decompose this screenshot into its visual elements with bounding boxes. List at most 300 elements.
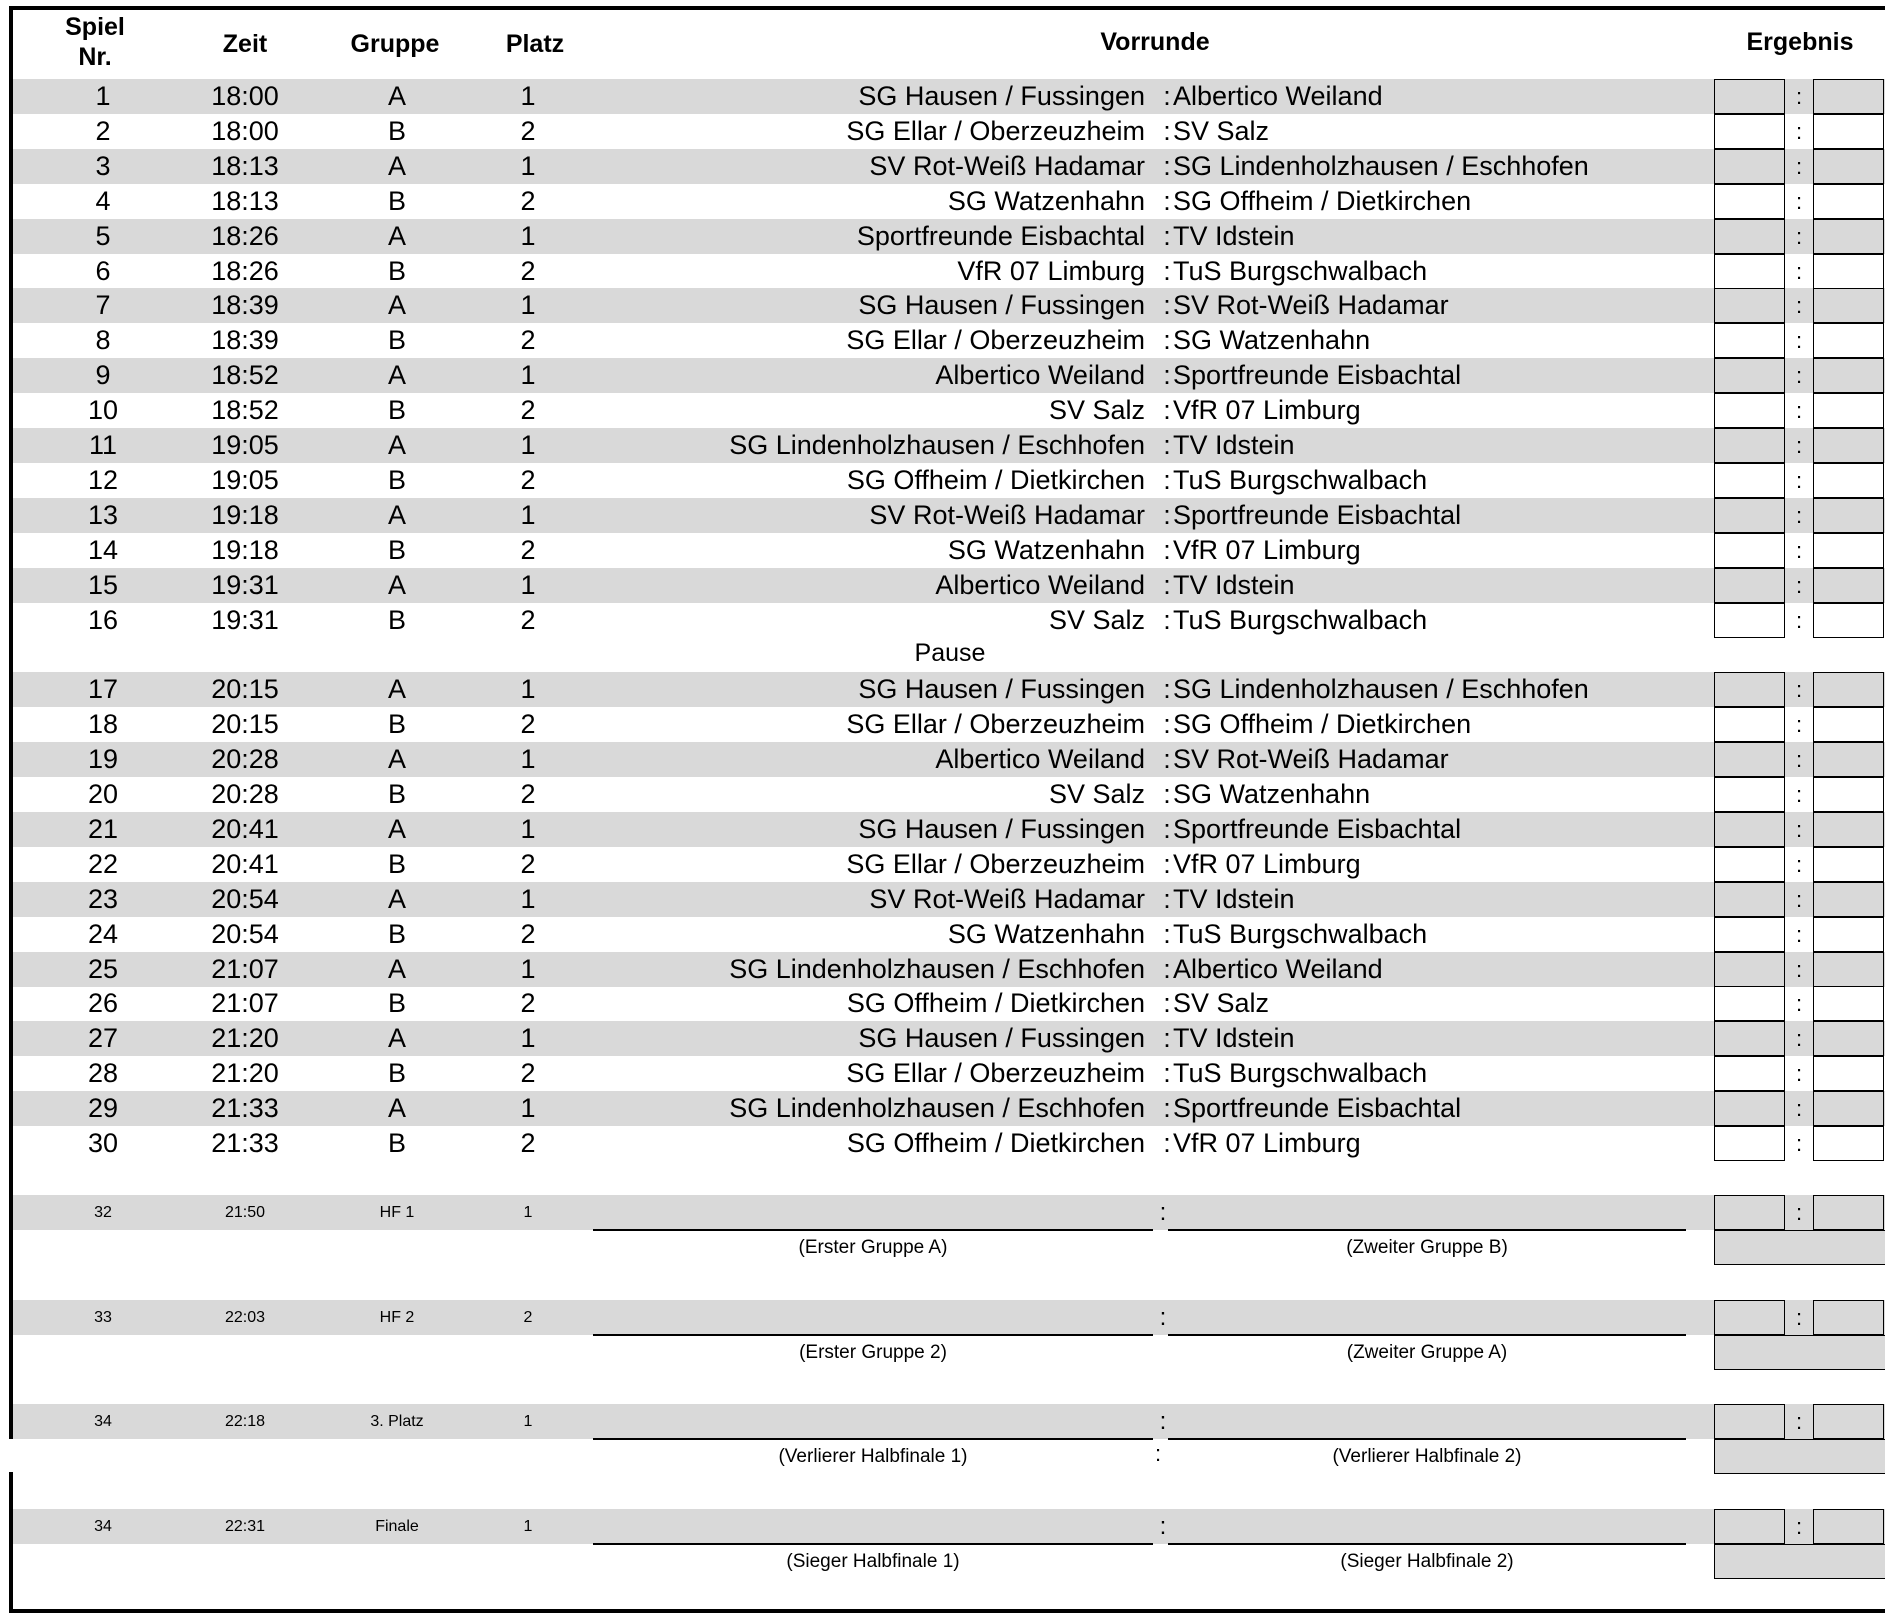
away-team: VfR 07 Limburg [1173,395,1361,425]
match-time: 21:07 [211,954,279,984]
away-team: Albertico Weiland [1173,954,1383,984]
versus-separator: : [1163,779,1171,809]
match-row [13,288,1885,323]
away-score-box[interactable] [1813,1404,1884,1439]
score-separator: : [1795,1514,1803,1539]
versus-separator: : [1163,1128,1171,1158]
away-score-box[interactable] [1813,882,1884,917]
match-field: 2 [520,116,536,146]
home-team: SG Lindenholzhausen / Eschhofen [729,1093,1145,1123]
away-slot-label: (Verlierer Halbfinale 2) [1332,1446,1522,1467]
away-score-box[interactable] [1813,568,1884,603]
match-row [13,463,1885,498]
match-time: 21:33 [211,1128,279,1158]
home-team-line[interactable] [593,1334,1153,1336]
home-score-box[interactable] [1714,428,1785,463]
score-separator: : [1795,608,1803,633]
away-score-box[interactable] [1813,1091,1884,1126]
versus-separator: : [1163,290,1171,320]
away-score-box[interactable] [1813,1300,1884,1335]
match-number: 12 [87,465,119,495]
home-team: SV Rot-Weiß Hadamar [869,500,1145,530]
match-time: 20:54 [211,919,279,949]
home-score-box[interactable] [1714,1056,1785,1091]
match-number: 2 [95,116,111,146]
match-row [13,428,1885,463]
home-score-box[interactable] [1714,323,1785,358]
away-team: Sportfreunde Eisbachtal [1173,814,1462,844]
match-field: 1 [520,221,536,251]
versus-separator: : [1163,744,1171,774]
match-time: 20:41 [211,849,279,879]
versus-separator: : [1163,954,1171,984]
match-time: 21:07 [211,988,279,1018]
match-field: 1 [523,1413,533,1430]
versus-separator: : [1163,221,1171,251]
home-team: SV Salz [1048,395,1145,425]
versus-separator: : [1163,709,1171,739]
home-team-line[interactable] [593,1438,1153,1440]
knockout-match [13,1300,1885,1404]
match-number: 32 [94,1204,112,1221]
match-group: B [387,605,406,635]
away-team-line[interactable] [1168,1543,1686,1545]
match-row [13,533,1885,568]
away-score-box[interactable] [1813,986,1884,1021]
match-field: 1 [520,674,536,704]
home-score-box[interactable] [1714,114,1785,149]
home-team: SG Watzenhahn [947,186,1145,216]
home-team: VfR 07 Limburg [957,256,1145,286]
home-score-box[interactable] [1714,184,1785,219]
match-field: 1 [520,360,536,390]
match-row [13,219,1885,254]
match-group: B [387,1058,406,1088]
match-number: 4 [95,186,111,216]
match-number: 28 [87,1058,119,1088]
match-field: 1 [520,1093,536,1123]
away-team: TV Idstein [1173,430,1295,460]
home-score-box[interactable] [1714,463,1785,498]
score-separator: : [1795,957,1803,982]
match-field: 2 [520,988,536,1018]
away-score-box[interactable] [1813,149,1884,184]
header-ergebnis: Ergebnis [1746,28,1854,56]
match-field: 1 [520,500,536,530]
match-number: 15 [87,570,119,600]
frame-border [9,6,1885,10]
match-field: 1 [520,1023,536,1053]
match-field: 1 [523,1518,533,1535]
away-score-box[interactable] [1813,358,1884,393]
match-row [13,742,1885,777]
match-group: A [387,954,406,984]
away-score-box[interactable] [1813,952,1884,987]
match-number: 16 [87,605,119,635]
away-team: SV Rot-Weiß Hadamar [1173,290,1449,320]
home-score-box[interactable] [1714,358,1785,393]
away-score-box[interactable] [1813,79,1884,114]
match-time: 21:50 [224,1204,266,1221]
match-round: HF 1 [379,1204,415,1221]
match-time: 19:05 [211,465,279,495]
home-score-box[interactable] [1714,1091,1785,1126]
knockout-match [13,1195,1885,1299]
match-field: 1 [520,570,536,600]
match-number: 26 [87,988,119,1018]
home-team: SG Hausen / Fussingen [858,1023,1145,1053]
away-score-box[interactable] [1813,288,1884,323]
match-number: 24 [87,919,119,949]
score-separator: : [1795,538,1803,563]
match-time: 22:18 [224,1413,266,1430]
versus-separator: : [1163,500,1171,530]
away-team: SV Rot-Weiß Hadamar [1173,744,1449,774]
match-row [13,986,1885,1021]
match-time: 18:00 [211,116,279,146]
match-group: B [387,325,406,355]
score-separator: : [1795,887,1803,912]
away-team: TuS Burgschwalbach [1173,465,1428,495]
home-slot-label: (Sieger Halbfinale 1) [786,1551,960,1572]
home-score-box[interactable] [1714,1126,1785,1161]
home-team: SG Hausen / Fussingen [858,290,1145,320]
score-separator: : [1795,573,1803,598]
home-team: SG Offheim / Dietkirchen [846,988,1145,1018]
home-score-box[interactable] [1714,393,1785,428]
match-group: B [387,988,406,1018]
home-score-box[interactable] [1714,219,1785,254]
match-number: 34 [94,1518,112,1535]
match-row [13,149,1885,184]
match-row [13,323,1885,358]
match-row [13,882,1885,917]
away-team: TuS Burgschwalbach [1173,919,1428,949]
match-number: 22 [87,849,119,879]
versus-separator: : [1163,81,1171,111]
match-number: 1 [95,81,111,111]
match-number: 34 [94,1413,112,1430]
away-team: SG Lindenholzhausen / Eschhofen [1173,151,1589,181]
home-team: SG Hausen / Fussingen [858,81,1145,111]
away-team: VfR 07 Limburg [1173,1128,1361,1158]
home-score-box[interactable] [1714,1404,1785,1439]
away-team: TV Idstein [1173,570,1295,600]
home-team-line[interactable] [593,1229,1153,1231]
match-time: 19:05 [211,430,279,460]
versus-separator: : [1159,1513,1167,1540]
match-number: 25 [87,954,119,984]
home-team: SG Hausen / Fussingen [858,814,1145,844]
home-score-box[interactable] [1714,777,1785,812]
score-separator: : [1795,852,1803,877]
match-number: 8 [95,325,111,355]
away-score-box[interactable] [1813,114,1884,149]
home-score-box[interactable] [1714,742,1785,777]
away-score-box[interactable] [1813,847,1884,882]
home-score-box[interactable] [1714,603,1785,638]
match-group: A [387,884,406,914]
home-team: Albertico Weiland [935,744,1145,774]
home-score-box[interactable] [1714,288,1785,323]
home-score-box[interactable] [1714,707,1785,742]
extra-result-box[interactable] [1714,1335,1885,1370]
match-time: 20:15 [211,674,279,704]
match-number: 6 [95,256,111,286]
match-group: A [387,744,406,774]
versus-separator: : [1163,884,1171,914]
away-team: TV Idstein [1173,221,1295,251]
versus-separator: : [1163,814,1171,844]
match-field: 2 [520,186,536,216]
away-score-box[interactable] [1813,533,1884,568]
versus-separator: : [1163,360,1171,390]
match-group: A [387,674,406,704]
score-separator: : [1795,747,1803,772]
home-score-box[interactable] [1714,149,1785,184]
away-team: Sportfreunde Eisbachtal [1173,1093,1462,1123]
home-team: SG Ellar / Oberzeuzheim [846,325,1145,355]
match-field: 2 [520,1128,536,1158]
home-team: Albertico Weiland [935,360,1145,390]
match-time: 19:31 [211,570,279,600]
score-separator: : [1795,259,1803,284]
match-group: B [387,709,406,739]
away-score-box[interactable] [1813,812,1884,847]
away-team: TV Idstein [1173,884,1295,914]
extra-result-box[interactable] [1714,1439,1885,1474]
away-team: TuS Burgschwalbach [1173,605,1428,635]
match-row [13,707,1885,742]
match-row [13,184,1885,219]
match-row [13,672,1885,707]
match-row [13,847,1885,882]
score-separator: : [1795,991,1803,1016]
match-group: A [387,500,406,530]
away-score-box[interactable] [1813,603,1884,638]
match-time: 20:54 [211,884,279,914]
away-team-line[interactable] [1168,1334,1686,1336]
match-time: 20:28 [211,744,279,774]
home-team: SG Watzenhahn [947,919,1145,949]
match-time: 18:26 [211,256,279,286]
match-time: 22:03 [224,1309,266,1326]
versus-separator: : [1163,535,1171,565]
home-score-box[interactable] [1714,533,1785,568]
away-score-box[interactable] [1813,777,1884,812]
match-group: B [387,1128,406,1158]
score-separator: : [1795,119,1803,144]
match-time: 21:20 [211,1058,279,1088]
versus-separator: : [1163,605,1171,635]
match-group: B [387,256,406,286]
away-team: SG Lindenholzhausen / Eschhofen [1173,674,1589,704]
away-score-box[interactable] [1813,672,1884,707]
score-separator: : [1795,224,1803,249]
versus-separator: : [1163,116,1171,146]
header-gruppe: Gruppe [350,30,440,58]
match-field: 1 [520,814,536,844]
score-separator: : [1795,1409,1803,1434]
score-separator: : [1795,468,1803,493]
match-number: 10 [87,395,119,425]
versus-separator: : [1163,186,1171,216]
versus-separator: : [1163,1093,1171,1123]
home-score-box[interactable] [1714,952,1785,987]
away-team: TuS Burgschwalbach [1173,256,1428,286]
home-team: SG Ellar / Oberzeuzheim [846,116,1145,146]
match-row [13,568,1885,603]
match-field: 1 [523,1204,533,1221]
away-score-box[interactable] [1813,323,1884,358]
match-row [13,1091,1885,1126]
away-score-box[interactable] [1813,254,1884,289]
versus-separator: : [1163,849,1171,879]
match-time: 18:52 [211,395,279,425]
match-round: 3. Platz [370,1413,424,1430]
match-row [13,393,1885,428]
match-time: 20:15 [211,709,279,739]
match-row [13,1126,1885,1161]
versus-separator: : [1163,325,1171,355]
match-field: 2 [520,919,536,949]
label-separator: : [1154,1441,1162,1466]
match-number: 29 [87,1093,119,1123]
match-time: 18:13 [211,186,279,216]
home-score-box[interactable] [1714,498,1785,533]
match-group: B [387,535,406,565]
away-score-box[interactable] [1813,219,1884,254]
match-group: A [387,81,406,111]
home-score-box[interactable] [1714,1021,1785,1056]
away-team: SV Salz [1173,988,1270,1018]
home-team: SG Watzenhahn [947,535,1145,565]
match-row [13,498,1885,533]
match-group: B [387,465,406,495]
match-row [13,79,1885,114]
match-group: B [387,186,406,216]
away-team: Albertico Weiland [1173,81,1383,111]
versus-separator: : [1163,674,1171,704]
header-nr: Nr. [78,43,112,71]
away-team: Sportfreunde Eisbachtal [1173,360,1462,390]
match-group: B [387,779,406,809]
away-team: SG Offheim / Dietkirchen [1173,186,1472,216]
match-row [13,603,1885,638]
match-field: 1 [520,954,536,984]
match-group: B [387,919,406,949]
score-separator: : [1795,398,1803,423]
home-slot-label: (Erster Gruppe A) [798,1237,948,1258]
extra-result-box[interactable] [1714,1230,1885,1265]
home-score-box[interactable] [1714,79,1785,114]
away-score-box[interactable] [1813,917,1884,952]
header-spiel-nr [40,12,150,72]
match-number: 3 [95,151,111,181]
match-group: A [387,1023,406,1053]
home-score-box[interactable] [1714,254,1785,289]
home-score-box[interactable] [1714,847,1785,882]
away-team-line[interactable] [1168,1438,1686,1440]
match-number: 33 [94,1309,112,1326]
away-team-line[interactable] [1168,1229,1686,1231]
match-row [13,1021,1885,1056]
home-score-box[interactable] [1714,672,1785,707]
match-number: 23 [87,884,119,914]
away-score-box[interactable] [1813,498,1884,533]
score-separator: : [1795,677,1803,702]
home-score-box[interactable] [1714,1300,1785,1335]
away-score-box[interactable] [1813,742,1884,777]
match-number: 27 [87,1023,119,1053]
away-score-box[interactable] [1813,463,1884,498]
match-number: 30 [87,1128,119,1158]
away-score-box[interactable] [1813,1021,1884,1056]
extra-result-box[interactable] [1714,1544,1885,1579]
match-number: 17 [87,674,119,704]
home-score-box[interactable] [1714,812,1785,847]
home-team: SG Ellar / Oberzeuzheim [846,709,1145,739]
versus-separator: : [1159,1304,1167,1331]
versus-separator: : [1163,465,1171,495]
match-field: 1 [520,430,536,460]
match-group: A [387,221,406,251]
match-field: 2 [520,1058,536,1088]
away-score-box[interactable] [1813,1195,1884,1230]
away-team: VfR 07 Limburg [1173,535,1361,565]
home-score-box[interactable] [1714,568,1785,603]
match-row [13,254,1885,289]
match-field: 2 [520,535,536,565]
home-score-box[interactable] [1714,1195,1785,1230]
match-round: Finale [375,1518,419,1535]
away-score-box[interactable] [1813,184,1884,219]
home-score-box[interactable] [1714,1509,1785,1544]
match-field: 2 [520,709,536,739]
home-team: SG Offheim / Dietkirchen [846,1128,1145,1158]
home-team: SG Ellar / Oberzeuzheim [846,849,1145,879]
match-time: 18:13 [211,151,279,181]
away-score-box[interactable] [1813,393,1884,428]
away-score-box[interactable] [1813,428,1884,463]
home-score-box[interactable] [1714,882,1785,917]
away-score-box[interactable] [1813,707,1884,742]
versus-separator: : [1163,570,1171,600]
match-field: 2 [520,465,536,495]
home-score-box[interactable] [1714,986,1785,1021]
away-score-box[interactable] [1813,1056,1884,1091]
versus-separator: : [1163,1023,1171,1053]
match-round: HF 2 [379,1309,415,1326]
header-platz: Platz [505,30,565,58]
match-number: 11 [88,430,118,460]
home-team-line[interactable] [593,1543,1153,1545]
away-score-box[interactable] [1813,1126,1884,1161]
score-separator: : [1795,1026,1803,1051]
match-field: 1 [520,81,536,111]
score-separator: : [1795,1200,1803,1225]
away-score-box[interactable] [1813,1509,1884,1544]
home-team: SG Lindenholzhausen / Eschhofen [729,430,1145,460]
away-team: TV Idstein [1173,1023,1295,1053]
pause-label: Pause [914,639,986,667]
score-separator: : [1795,189,1803,214]
knockout-match [13,1404,1885,1508]
versus-separator: : [1163,256,1171,286]
match-group: A [387,570,406,600]
match-group: A [387,814,406,844]
home-score-box[interactable] [1714,917,1785,952]
